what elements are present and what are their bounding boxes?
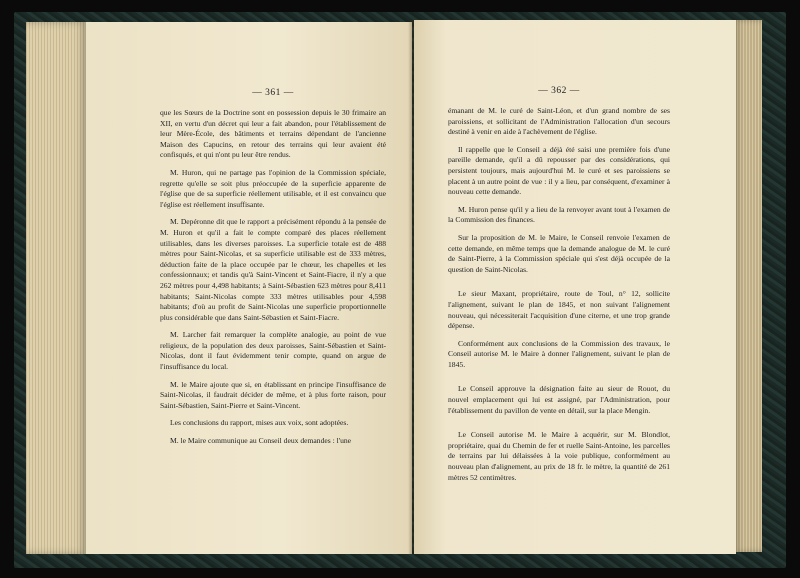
right-page [414,20,736,554]
page-edges-left [26,22,88,554]
paragraph: M. Depéronne dit que le rapport a précisément répondu à la pensée de M. Huron et qu'il a fait le compte comparé des places réellement utilisables, dans les diverses paroisses. La superficie totale est de 488 mètres pour Saint-Nicolas, et sa superficie utilisable est de 333 mètres, déduction faite de la place occupée par le chœur, les chapelles et les confessionnaux; et tandis qu'à Saint-Vincent et Saint-Fiacre, il n'y a que 262 mètres pour 4,498 habitants; à Saint-Sébastien 623 mètres pour 8,411 habitants; Saint-Nicolas compte 333 mètres utilisables pour 4,598 habitants; d'où au profit de Saint-Nicolas une superficie proportionnelle plus considérable que dans Saint-Sébastien et Saint-Fiacre. [160,217,386,322]
paragraph: émanant de M. le curé de Saint-Léon, et d'un grand nombre de ses paroissiens, et sollicitant de l'Administration l'allocation d'un secours destiné à venir en aide à l'achèvement de l'église. [448,106,670,137]
paragraph: Le Conseil autorise M. le Maire à acquérir, sur M. Blondlot, propriétaire, quai du Chemin de fer et ruelle Saint-Antoine, les parcelles de terrains par lui délaissées à la voie publique, conformément au nouveau plan d'alignement, au prix de 18 fr. le mètre, la quantité de 261 mètres 52 centimètres. [448,430,670,482]
paragraph: Le Conseil approuve la désignation faite au sieur de Rouot, du nouvel emplacement qui lui est assigné, par l'Administration, pour l'établissement du pavillon de vente en détail, sur la place Mengin. [448,384,670,415]
paragraph: Sur la proposition de M. le Maire, le Conseil renvoie l'examen de cette demande, en même temps que la demande analogue de M. le curé de Saint-Pierre, à la Commission spéciale qui s'est déjà occupée de la question de Saint-Nicolas. [448,232,670,274]
left-page [86,22,412,554]
paragraph: Les conclusions du rapport, mises aux voix, sont adoptées. [170,418,349,428]
paragraph: M. Huron pense qu'il y a lieu de la renvoyer avant tout à l'examen de la Commission des finances. [448,204,670,225]
page-edges-right [734,20,762,552]
paragraph: M. Huron, qui ne partage pas l'opinion de la Commission spéciale, regrette qu'elle se soit plus préoccupée de la superficie apparente de l'église que de sa superficie réellement utilisable, et il est convaincu que l'église est réellement insuffisante. [160,167,386,209]
paragraph: M. le Maire ajoute que si, en établissant en principe l'insuffisance de Saint-Nicolas, il faudrait décider de même, et à plus forte raison, pour Saint-Sébastien, Saint-Pierre et Saint-Vincent. [160,379,386,410]
paragraph: M. Larcher fait remarquer la complète analogie, au point de vue religieux, de la population des deux paroisses, Saint-Sébastien et Saint-Nicolas, dont il faut évidemment tenir compte, quand on argue de l'insuffisance du local. [160,330,386,372]
paragraph: que les Sœurs de la Doctrine sont en possession depuis le 30 frimaire an XII, en vertu d'un décret qui leur a fait abandon, pour l'établissement de leur Mère-École, des bâtiments et terrains dépendant de l'ancienne Maison des Capucins, en retour des terrains qui leur avaient été confisqués, et qui n'ont pu leur être rendus. [160,108,386,160]
paragraph: Conformément aux conclusions de la Commission des travaux, le Conseil autorise M. le Maire à donner l'alignement, suivant le plan de 1845. [448,338,670,369]
paragraph: Il rappelle que le Conseil a déjà été saisi une première fois d'une pareille demande, qu'il a dû repousser par des considérations, qui persistent toujours, mais aujourd'hui M. le curé et ses paroissiens se placent à un autre point de vue : il y a lieu, par conséquent, d'examiner à nouveau cette demande. [448,144,670,197]
page-number-right: — 362 — [538,86,580,96]
paragraph: Le sieur Maxant, propriétaire, route de Toul, n° 12, sollicite l'alignement, suivant le plan de 1845, et non suivant l'alignement nouveau, qui nécessiterait l'acquisition d'une citerne, et une trop grande dépense. [448,289,670,331]
paragraph: M. le Maire communique au Conseil deux demandes : l'une [170,436,352,446]
page-number-left: — 361 — [252,88,294,98]
